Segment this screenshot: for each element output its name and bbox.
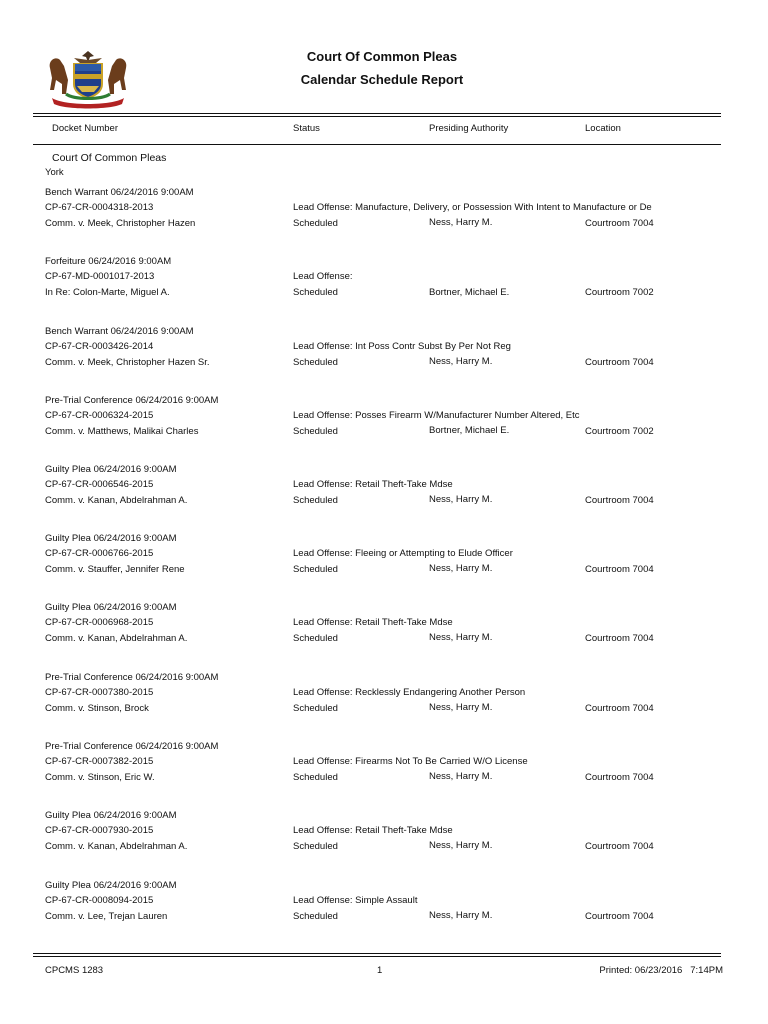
case-caption: Comm. v. Lee, Trejan Lauren [45, 911, 168, 922]
status: Scheduled [293, 218, 338, 229]
presiding-authority: Ness, Harry M. [429, 632, 493, 643]
case-caption: Comm. v. Meek, Christopher Hazen Sr. [45, 357, 210, 368]
printed-timestamp: Printed: 06/23/2016 7:14PM [599, 965, 723, 976]
status: Scheduled [293, 633, 338, 644]
lead-offense: Lead Offense: Fleeing or Attempting to Elude Officer [293, 548, 513, 559]
docket-number: CP-67-CR-0007930-2015 [45, 825, 154, 836]
docket-number: CP-67-CR-0006968-2015 [45, 617, 154, 628]
group-county: York [45, 167, 64, 178]
calendar-entry [0, 256, 768, 316]
header-top-rule-1 [33, 113, 721, 114]
location: Courtroom 7004 [585, 357, 654, 368]
event-type-datetime: Guilty Plea 06/24/2016 9:00AM [45, 880, 177, 891]
status: Scheduled [293, 287, 338, 298]
lead-offense: Lead Offense: Posses Firearm W/Manufacturer Number Altered, Etc [293, 410, 580, 421]
column-header-status: Status [293, 123, 320, 134]
status: Scheduled [293, 703, 338, 714]
event-type-datetime: Guilty Plea 06/24/2016 9:00AM [45, 602, 177, 613]
event-type-datetime: Guilty Plea 06/24/2016 9:00AM [45, 464, 177, 475]
location: Courtroom 7004 [585, 703, 654, 714]
lead-offense: Lead Offense: Retail Theft-Take Mdse [293, 825, 453, 836]
case-caption: Comm. v. Stauffer, Jennifer Rene [45, 564, 185, 575]
column-header-authority: Presiding Authority [429, 123, 509, 134]
presiding-authority: Ness, Harry M. [429, 217, 493, 228]
docket-number: CP-67-CR-0006546-2015 [45, 479, 154, 490]
event-type-datetime: Forfeiture 06/24/2016 9:00AM [45, 256, 172, 267]
lead-offense: Lead Offense: Firearms Not To Be Carried W/O License [293, 756, 528, 767]
lead-offense: Lead Offense: Retail Theft-Take Mdse [293, 617, 453, 628]
location: Courtroom 7004 [585, 772, 654, 783]
location: Courtroom 7004 [585, 633, 654, 644]
calendar-entry [0, 672, 768, 732]
footer-rule-1 [33, 953, 721, 954]
location: Courtroom 7004 [585, 564, 654, 575]
calendar-entry [0, 187, 768, 247]
event-type-datetime: Guilty Plea 06/24/2016 9:00AM [45, 533, 177, 544]
status: Scheduled [293, 911, 338, 922]
status: Scheduled [293, 841, 338, 852]
lead-offense: Lead Offense: Manufacture, Delivery, or Possession With Intent to Manufacture or De [293, 202, 652, 213]
case-caption: Comm. v. Matthews, Malikai Charles [45, 426, 199, 437]
column-header-location: Location [585, 123, 621, 134]
header-top-rule-2 [33, 116, 721, 117]
calendar-entry [0, 464, 768, 524]
court-title: Court Of Common Pleas [306, 49, 458, 64]
lead-offense: Lead Offense: Simple Assault [293, 895, 418, 906]
lead-offense: Lead Offense: Retail Theft-Take Mdse [293, 479, 453, 490]
group-court-name: Court Of Common Pleas [52, 152, 167, 164]
location: Courtroom 7004 [585, 495, 654, 506]
event-type-datetime: Pre-Trial Conference 06/24/2016 9:00AM [45, 672, 219, 683]
form-number: CPCMS 1283 [45, 965, 104, 976]
presiding-authority: Ness, Harry M. [429, 494, 493, 505]
docket-number: CP-67-CR-0003426-2014 [45, 341, 154, 352]
case-caption: Comm. v. Kanan, Abdelrahman A. [45, 633, 188, 644]
docket-number: CP-67-CR-0008094-2015 [45, 895, 154, 906]
status: Scheduled [293, 357, 338, 368]
status: Scheduled [293, 495, 338, 506]
location: Courtroom 7004 [585, 911, 654, 922]
calendar-entry [0, 602, 768, 662]
case-caption: Comm. v. Stinson, Eric W. [45, 772, 155, 783]
location: Courtroom 7002 [585, 426, 654, 437]
event-type-datetime: Guilty Plea 06/24/2016 9:00AM [45, 810, 177, 821]
case-caption: Comm. v. Kanan, Abdelrahman A. [45, 841, 188, 852]
presiding-authority: Ness, Harry M. [429, 910, 493, 921]
status: Scheduled [293, 426, 338, 437]
case-caption: Comm. v. Kanan, Abdelrahman A. [45, 495, 188, 506]
case-caption: Comm. v. Stinson, Brock [45, 703, 149, 714]
event-type-datetime: Bench Warrant 06/24/2016 9:00AM [45, 187, 194, 198]
location: Courtroom 7004 [585, 841, 654, 852]
calendar-entry [0, 880, 768, 940]
presiding-authority: Bortner, Michael E. [429, 425, 510, 436]
docket-number: CP-67-CR-0006766-2015 [45, 548, 154, 559]
presiding-authority: Ness, Harry M. [429, 356, 493, 367]
docket-number: CP-67-CR-0007382-2015 [45, 756, 154, 767]
docket-number: CP-67-MD-0001017-2013 [45, 271, 155, 282]
lead-offense: Lead Offense: Int Poss Contr Subst By Per Not Reg [293, 341, 511, 352]
column-header-docket: Docket Number [52, 123, 118, 134]
report-title: Calendar Schedule Report [300, 72, 464, 87]
location: Courtroom 7002 [585, 287, 654, 298]
presiding-authority: Ness, Harry M. [429, 563, 493, 574]
docket-number: CP-67-CR-0004318-2013 [45, 202, 154, 213]
lead-offense: Lead Offense: Recklessly Endangering Another Person [293, 687, 526, 698]
case-caption: Comm. v. Meek, Christopher Hazen [45, 218, 196, 229]
presiding-authority: Ness, Harry M. [429, 840, 493, 851]
event-type-datetime: Pre-Trial Conference 06/24/2016 9:00AM [45, 741, 219, 752]
page-number: 1 [377, 965, 383, 976]
docket-number: CP-67-CR-0007380-2015 [45, 687, 154, 698]
location: Courtroom 7004 [585, 218, 654, 229]
status: Scheduled [293, 772, 338, 783]
lead-offense: Lead Offense: [293, 271, 353, 282]
calendar-entry [0, 533, 768, 593]
case-caption: In Re: Colon-Marte, Miguel A. [45, 287, 170, 298]
presiding-authority: Ness, Harry M. [429, 702, 493, 713]
footer-rule-2 [33, 956, 721, 957]
event-type-datetime: Pre-Trial Conference 06/24/2016 9:00AM [45, 395, 219, 406]
calendar-entry [0, 326, 768, 386]
presiding-authority: Ness, Harry M. [429, 771, 493, 782]
calendar-entry [0, 741, 768, 801]
docket-number: CP-67-CR-0006324-2015 [45, 410, 154, 421]
presiding-authority: Bortner, Michael E. [429, 287, 510, 298]
header-bottom-rule [33, 144, 721, 145]
status: Scheduled [293, 564, 338, 575]
calendar-entry [0, 395, 768, 455]
event-type-datetime: Bench Warrant 06/24/2016 9:00AM [45, 326, 194, 337]
calendar-entry [0, 810, 768, 870]
